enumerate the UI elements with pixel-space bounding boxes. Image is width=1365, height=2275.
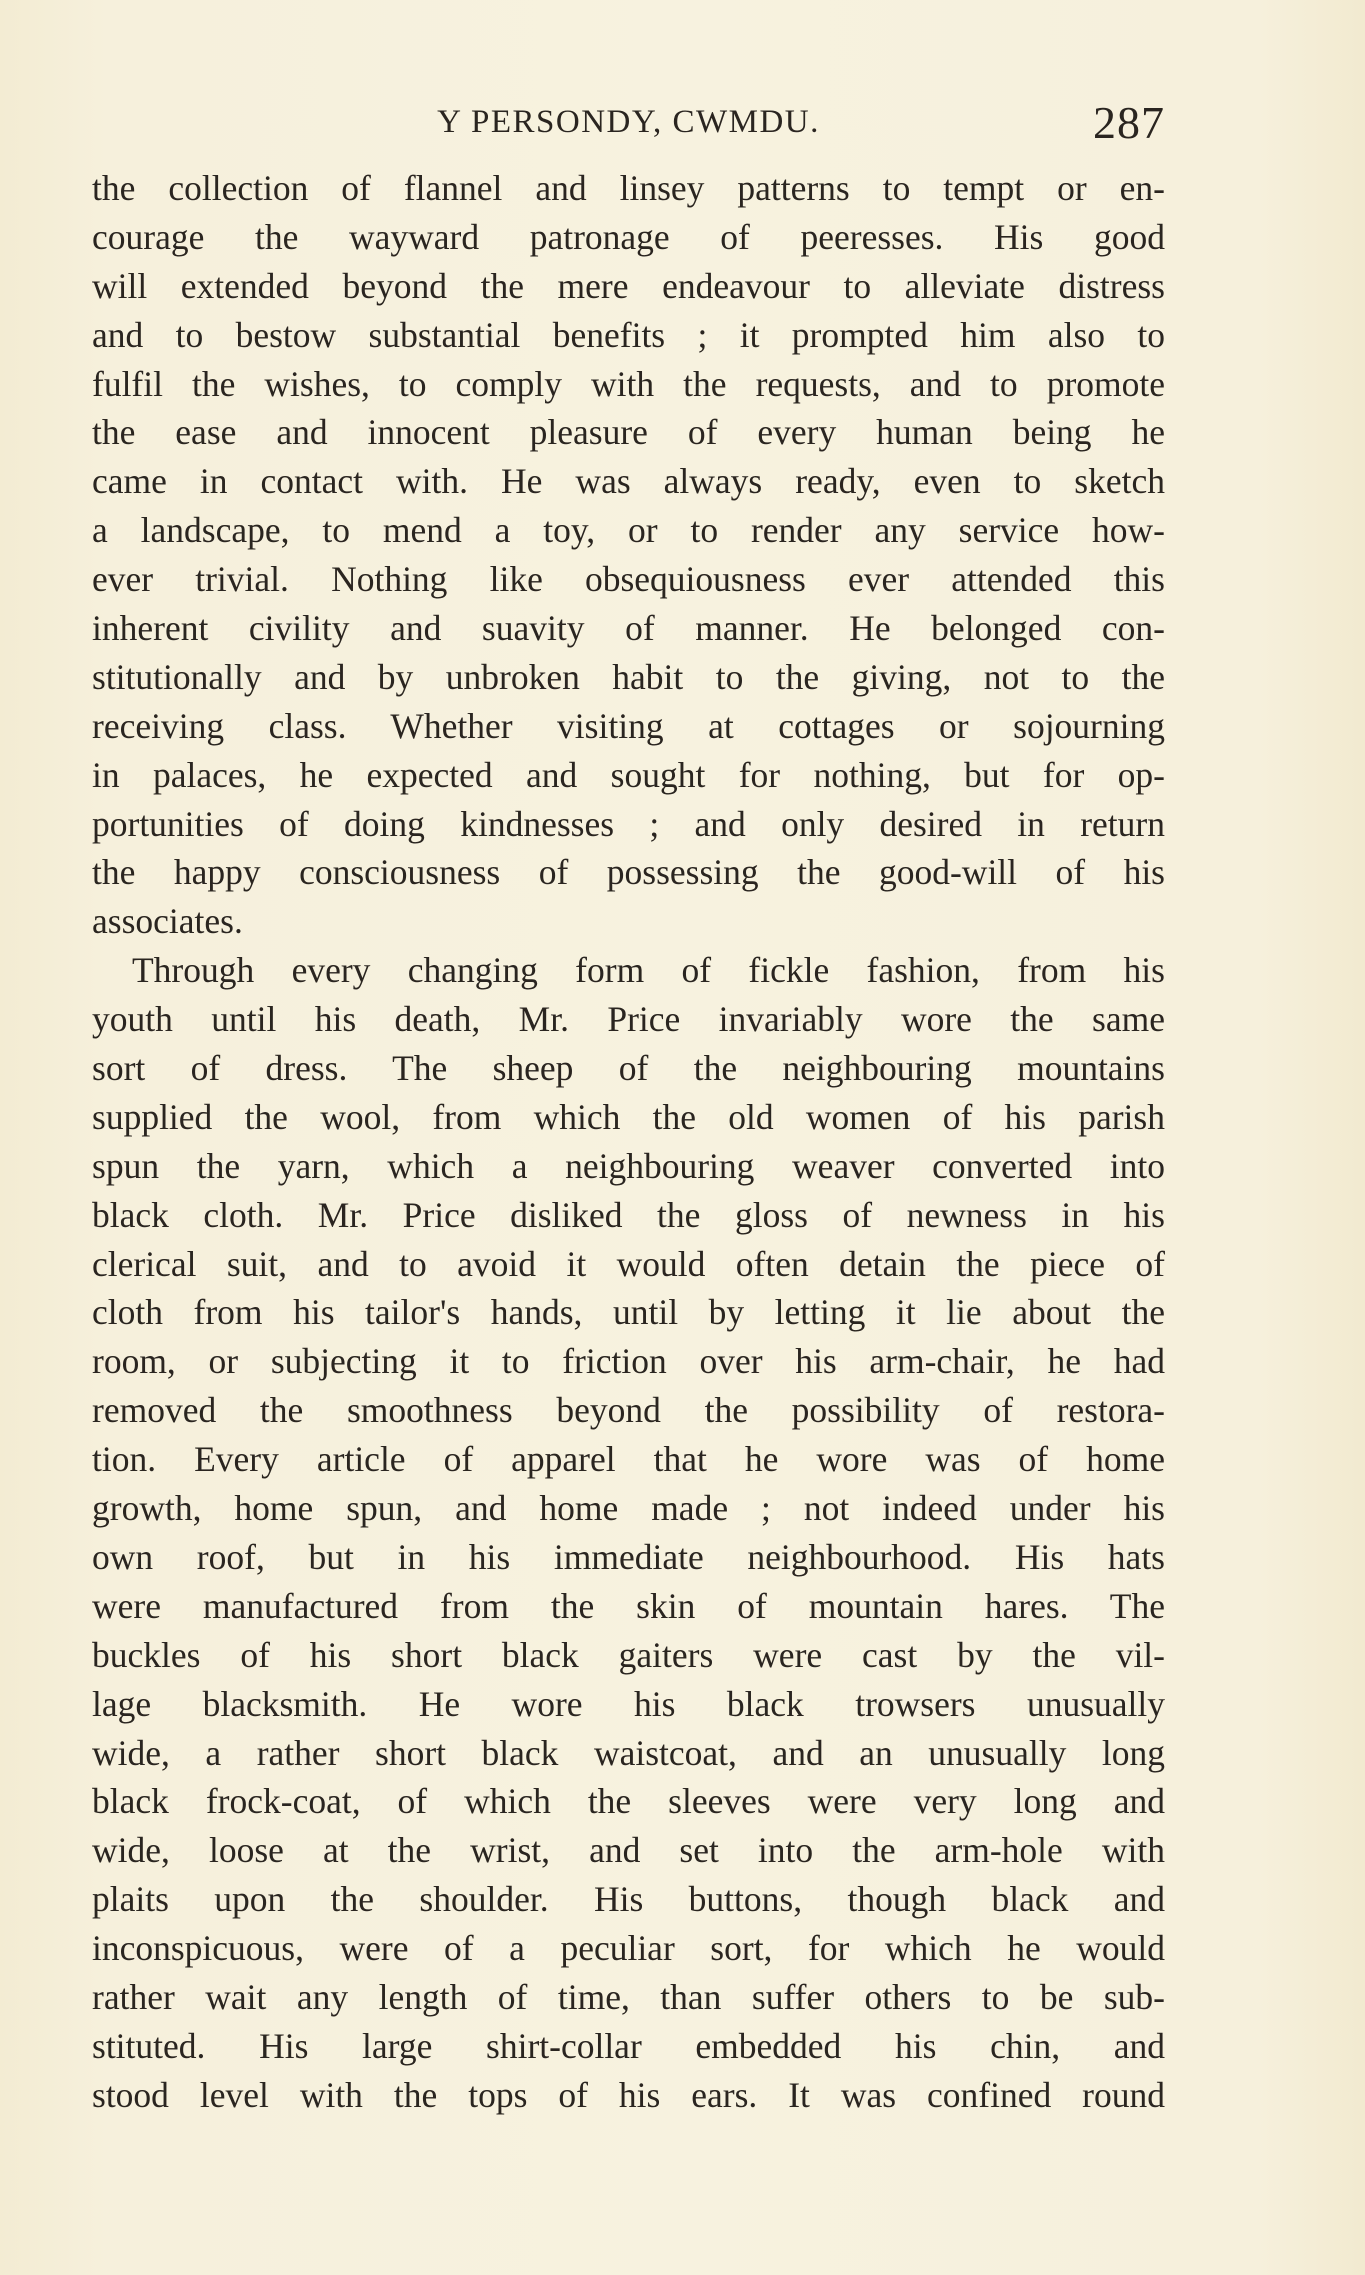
text-line: plaits upon the shoulder. His buttons, though black and [92,1879,1165,1920]
text-line: stituted. His large shirt-collar embedded his chin, and [92,2025,1165,2066]
text-line: Through every changing form of fickle fashion, from his [132,950,1165,991]
text-line: and to bestow substantial benefits ; it prompted him also to [92,314,1165,355]
text-line: the ease and innocent pleasure of every human being he [92,412,1165,453]
text-line: the happy consciousness of possessing the good-will of his [92,852,1165,893]
text-line: cloth from his tailor's hands, until by letting it lie about the [92,1292,1165,1333]
text-line: were manufactured from the skin of mountain hares. The [92,1585,1165,1626]
text-line: came in contact with. He was always ready, even to sketch [92,461,1165,502]
text-line: stood level with the tops of his ears. It was confined round [92,2074,1165,2115]
text-line: buckles of his short black gaiters were cast by the vil- [92,1634,1165,1675]
text-line: receiving class. Whether visiting at cottages or sojourning [92,705,1165,746]
text-line: youth until his death, Mr. Price invariably wore the same [92,999,1165,1040]
text-line: supplied the wool, from which the old women of his parish [92,1096,1165,1137]
text-line: wide, loose at the wrist, and set into the arm-hole with [92,1830,1165,1871]
text-line: lage blacksmith. He wore his black trowsers unusually [92,1683,1165,1724]
text-line: growth, home spun, and home made ; not indeed under his [92,1488,1165,1529]
text-line: rather wait any length of time, than suffer others to be sub- [92,1976,1165,2017]
page-number: 287 [1093,97,1165,148]
body-text [92,164,1165,2120]
text-line: clerical suit, and to avoid it would often detain the piece of [92,1243,1165,1284]
text-line: tion. Every article of apparel that he wore was of home [92,1439,1165,1480]
text-line: spun the yarn, which a neighbouring weaver converted into [92,1145,1165,1186]
text-line: black frock-coat, of which the sleeves were very long and [92,1781,1165,1822]
text-line: own roof, but in his immediate neighbourhood. His hats [92,1536,1165,1577]
text-line: ever trivial. Nothing like obsequiousness ever attended this [92,559,1165,600]
running-header [92,98,1165,148]
text-line: the collection of flannel and linsey patterns to tempt or en- [92,168,1165,208]
paragraph [92,164,1165,946]
text-line: portunities of doing kindnesses ; and only desired in return [92,803,1165,844]
text-line: sort of dress. The sheep of the neighbouring mountains [92,1048,1165,1089]
text-line: a landscape, to mend a toy, or to render any service how- [92,510,1165,551]
text-line: inherent civility and suavity of manner. He belonged con- [92,608,1165,649]
text-line: will extended beyond the mere endeavour to alleviate distress [92,265,1165,306]
text-line: associates. [92,901,243,942]
text-line: in palaces, he expected and sought for nothing, but for op- [92,754,1165,795]
text-line: black cloth. Mr. Price disliked the gloss of newness in his [92,1194,1165,1235]
text-line: stitutionally and by unbroken habit to the giving, not to the [92,656,1165,697]
text-line: inconspicuous, were of a peculiar sort, for which he would [92,1928,1165,1969]
text-line: room, or subjecting it to friction over his arm-chair, he had [92,1341,1165,1382]
text-line: courage the wayward patronage of peeresses. His good [92,216,1165,257]
paragraph [92,946,1165,2119]
running-title: Y PERSONDY, CWMDU. [437,104,820,140]
text-line: removed the smoothness beyond the possibility of restora- [92,1390,1165,1431]
text-line: fulfil the wishes, to comply with the requests, and to promote [92,363,1165,404]
text-line: wide, a rather short black waistcoat, and an unusually long [92,1732,1165,1773]
